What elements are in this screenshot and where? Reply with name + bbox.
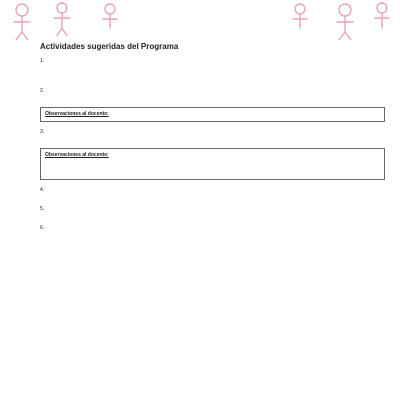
activity-item	[40, 187, 385, 200]
activity-item	[40, 206, 385, 219]
activity-number: 6.	[40, 225, 45, 231]
note-title: Observaciones al docente:	[45, 111, 109, 117]
children-illustration-icon	[0, 0, 400, 40]
teacher-note-box	[40, 148, 385, 181]
activity-text	[54, 88, 385, 101]
page-title: Actividades sugeridas del Programa	[40, 42, 179, 51]
teacher-note-box	[40, 107, 385, 122]
activity-item	[40, 88, 385, 101]
resource-link[interactable]	[45, 170, 380, 176]
activity-number: 4.	[40, 187, 45, 193]
activity-text	[54, 225, 385, 238]
activity-number: 2.	[40, 88, 45, 94]
note-title: Observaciones al docente:	[45, 151, 109, 158]
activity-text	[54, 206, 385, 219]
activity-number: 3.	[40, 128, 45, 135]
activity-item	[40, 129, 385, 142]
activity-subitem	[54, 76, 385, 82]
activity-number: 1.	[40, 58, 45, 64]
activity-text	[54, 129, 385, 142]
activity-item	[40, 225, 385, 238]
activity-item	[40, 58, 385, 82]
activity-number: 5.	[40, 206, 45, 212]
main-content	[40, 42, 385, 244]
activity-text	[54, 187, 385, 200]
link-list	[45, 158, 380, 176]
